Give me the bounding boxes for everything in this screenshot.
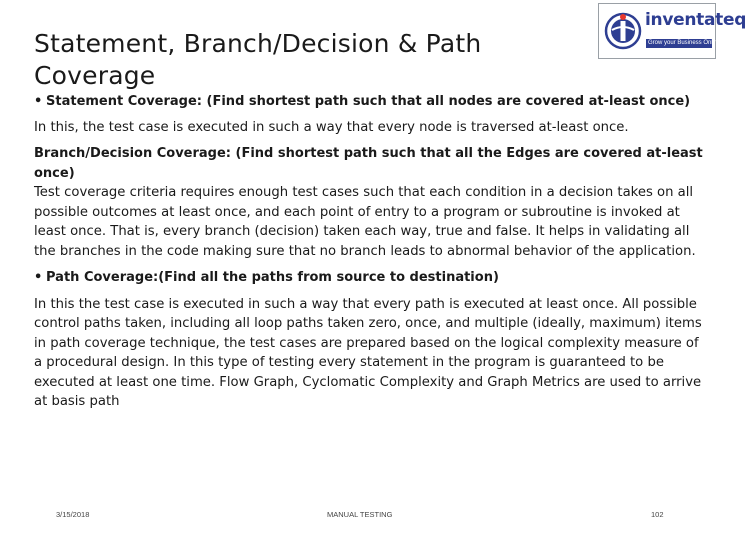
statement-coverage-paragraph: In this, the test case is executed in such a way that every node is traversed at-least once. [34,119,629,135]
bullet-statement-coverage [34,92,710,112]
footer-date: 3/15/2018 [56,510,90,519]
bullet-text: Path Coverage:(Find all the paths from source to destination) [46,270,499,285]
company-logo [598,3,746,59]
bullet-path-coverage [34,268,710,288]
bullet-marker: • [34,270,43,285]
branch-coverage-heading: Branch/Decision Coverage: (Find shortest path such that all the Edges are covered at-least once) [34,146,703,181]
footer-page-number: 102 [651,510,664,519]
slide-title: Statement, Branch/Decision & Path Coverage [34,29,482,90]
branch-coverage-paragraph: Test coverage criteria requires enough test cases such that each condition in a decision takes on all possible outcomes at least once, and each point of entry to a program or subroutine is invoked at least once. That is, every branch (decision) taken each way, true and false. It helps in validating all the branches in the code making sure that no branch leads to abnormal behavior of the application. [34,185,696,259]
footer-title: MANUAL TESTING [327,510,393,519]
slide-content [34,92,710,412]
logo-tagline: Grow your Business Online [648,40,721,46]
bullet-text: Statement Coverage: (Find shortest path such that all nodes are covered at-least once) [46,94,691,109]
logo-name: inventateq [645,10,746,30]
bullet-marker: • [34,94,43,109]
path-coverage-paragraph: In this the test case is executed in such a way that every path is executed at least once. All possible control paths taken, including all loop paths taken zero, once, and multiple (ideally, maximum) items in path coverage technique, the test cases are prepared based on the logical complexity measure of a procedural design. In this type of testing every statement in the program is guaranteed to be executed at least one time. Flow Graph, Cyclomatic Complexity and Graph Metrics are used to arrive at basis path [34,296,702,409]
